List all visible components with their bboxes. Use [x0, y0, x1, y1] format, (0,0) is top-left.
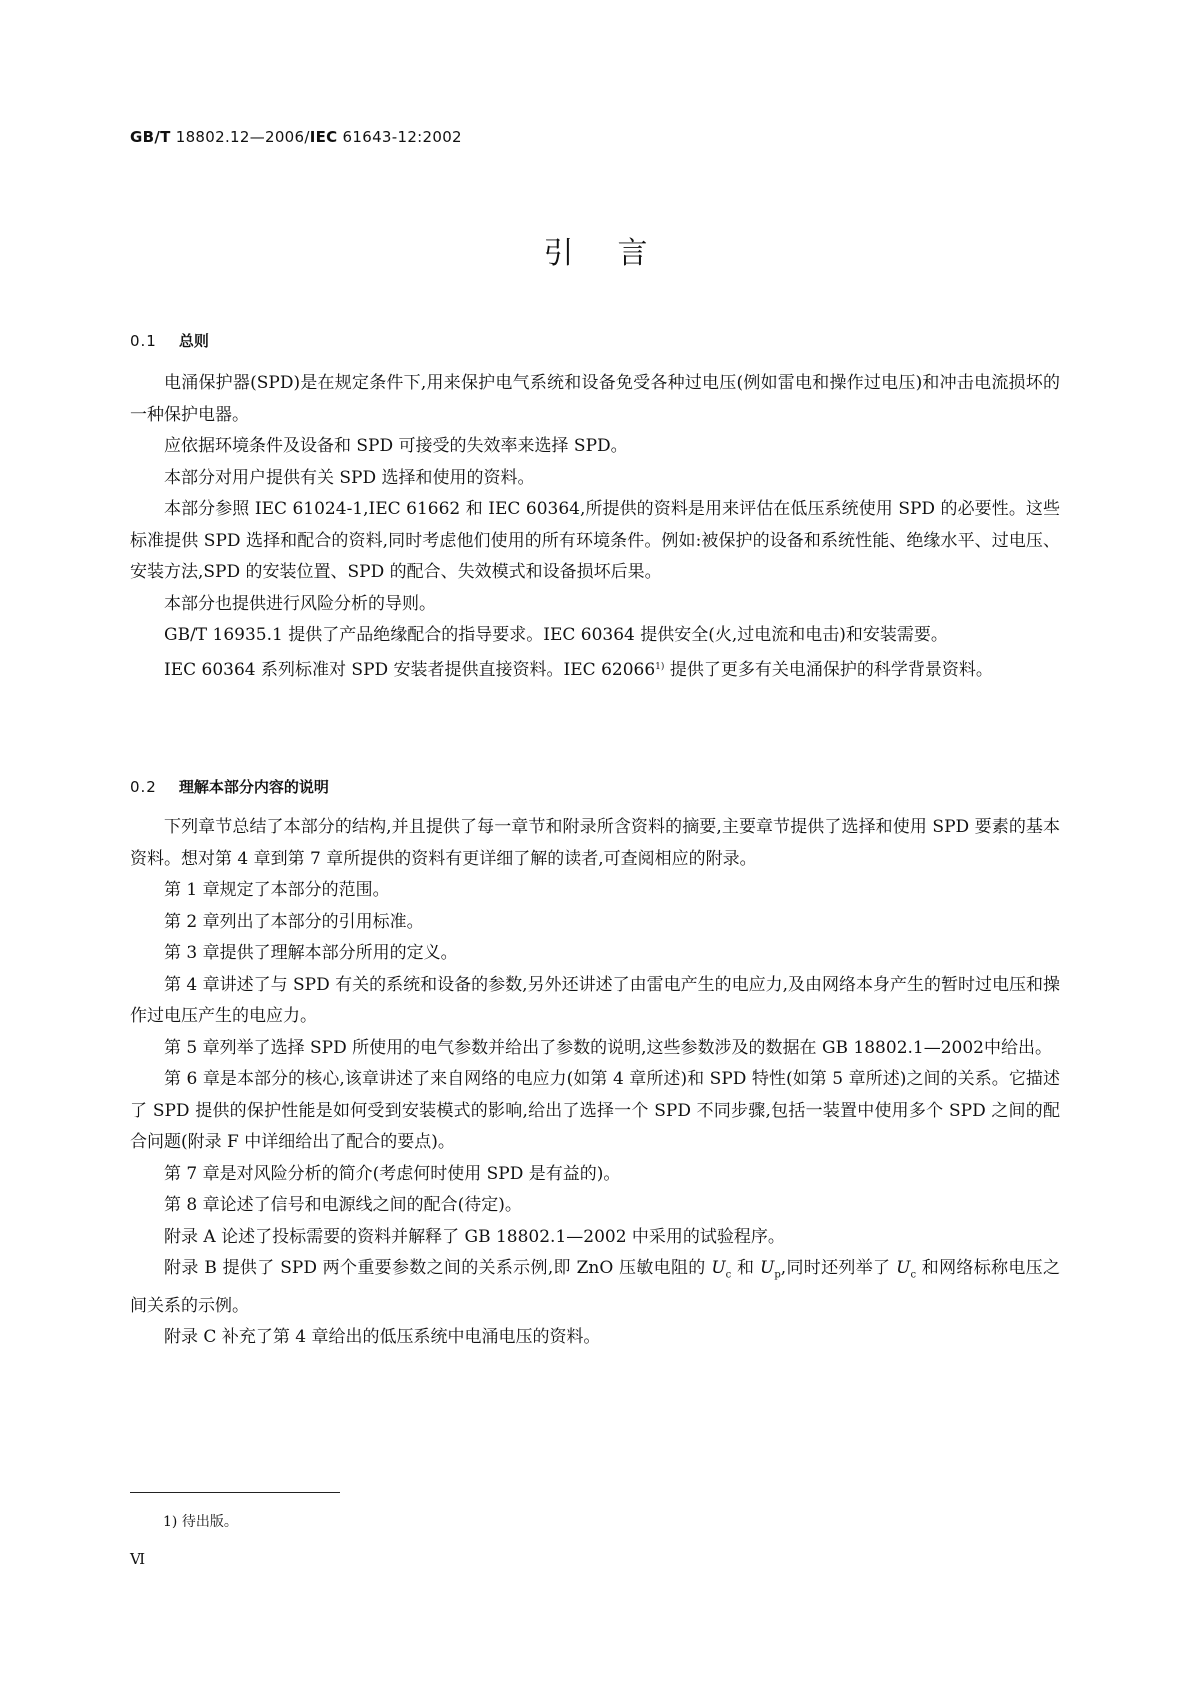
section-heading-0-1: 0.1 总则 — [130, 332, 209, 350]
paragraph: 本部分也提供进行风险分析的导则。 — [164, 593, 436, 614]
paragraph: IEC 60364 系列标准对 SPD 安装者提供直接资料。IEC 62066$^{1)}$ 提供了更多有关电涌保护的科学背景资料。 — [164, 659, 993, 680]
page-title: 引言 — [543, 236, 692, 271]
footnote-ref: 1) — [655, 661, 665, 672]
paragraph: GB/T 16935.1 提供了产品绝缘配合的指导要求。IEC 60364 提供安全(火,过电流和电击)和安装需要。 — [164, 625, 948, 645]
paragraph: 附录 B 提供了 SPD 两个重要参数之间的关系示例,即 ZnO 压敏电阻的 $U_c$ 和 $U_p$,同时还列举了 $U_c$ 和网络标称电压之间关系的示例。 — [130, 1258, 1060, 1316]
paragraph: 第 8 章论述了信号和电源线之间的配合(待定)。 — [164, 1195, 522, 1215]
paragraph: 电涌保护器(SPD)是在规定条件下,用来保护电气系统和设备免受各种过电压(例如雷电和操作过电压)和冲击电流损坏的一种保护电器。 — [130, 373, 1060, 425]
section-0-2-body — [130, 812, 1060, 1354]
paragraph: 本部分对用户提供有关 SPD 选择和使用的资料。 — [164, 467, 535, 488]
paragraph: 第 2 章列出了本部分的引用标准。 — [164, 911, 424, 932]
paragraph: 下列章节总结了本部分的结构,并且提供了每一章节和附录所含资料的摘要,主要章节提供了选择和使用 SPD 要素的基本资料。想对第 4 章到第 7 章所提供的资料有更详细了解的读者,可查阅相应的附录。 — [130, 817, 1060, 869]
page-number: Ⅵ — [130, 1550, 146, 1568]
paragraph: 第 4 章讲述了与 SPD 有关的系统和设备的参数,另外还讲述了由雷电产生的电应力,及由网络本身产生的暂时过电压和操作过电压产生的电应力。 — [130, 974, 1060, 1026]
standard-number-header: GB/T 18802.12—2006/IEC 61643-12:2002 — [130, 128, 462, 146]
paragraph: 附录 A 论述了投标需要的资料并解释了 GB 18802.1—2002 中采用的试验程序。 — [164, 1226, 785, 1247]
section-0-1-body — [130, 368, 1060, 686]
paragraph: 应依据环境条件及设备和 SPD 可接受的失效率来选择 SPD。 — [164, 436, 628, 456]
paragraph: 附录 C 补充了第 4 章给出的低压系统中电涌电压的资料。 — [164, 1327, 601, 1348]
paragraph: 第 6 章是本部分的核心,该章讲述了来自网络的电应力(如第 4 章所述)和 SPD 特性(如第 5 章所述)之间的关系。它描述了 SPD 提供的保护性能是如何受到安装模式的影响,给出了选择一个 SPD 不同步骤,包括一装置中使用多个 SPD 之间的配合问题(附录 F 中详细给出了配合的要点)。 — [130, 1069, 1060, 1152]
paragraph: 第 5 章列举了选择 SPD 所使用的电气参数并给出了参数的说明,这些参数涉及的数据在 GB 18802.1—2002中给出。 — [164, 1037, 1052, 1058]
footnote-divider — [130, 1492, 340, 1493]
paragraph: 第 7 章是对风险分析的简介(考虑何时使用 SPD 是有益的)。 — [164, 1163, 621, 1184]
paragraph: 第 1 章规定了本部分的范围。 — [164, 880, 390, 900]
paragraph: 第 3 章提供了理解本部分所用的定义。 — [164, 943, 458, 963]
footnote: 1) 待出版。 — [163, 1514, 238, 1530]
paragraph: 本部分参照 IEC 61024-1,IEC 61662 和 IEC 60364,所提供的资料是用来评估在低压系统使用 SPD 的必要性。这些标准提供 SPD 选择和配合的资料,同时考虑他们使用的所有环境条件。例如:被保护的设备和系统性能、绝缘水平、过电压、安装方法,SPD 的安装位置、SPD 的配合、失效模式和设备损坏后果。 — [130, 499, 1060, 582]
section-heading-0-2: 0.2 理解本部分内容的说明 — [130, 778, 329, 796]
